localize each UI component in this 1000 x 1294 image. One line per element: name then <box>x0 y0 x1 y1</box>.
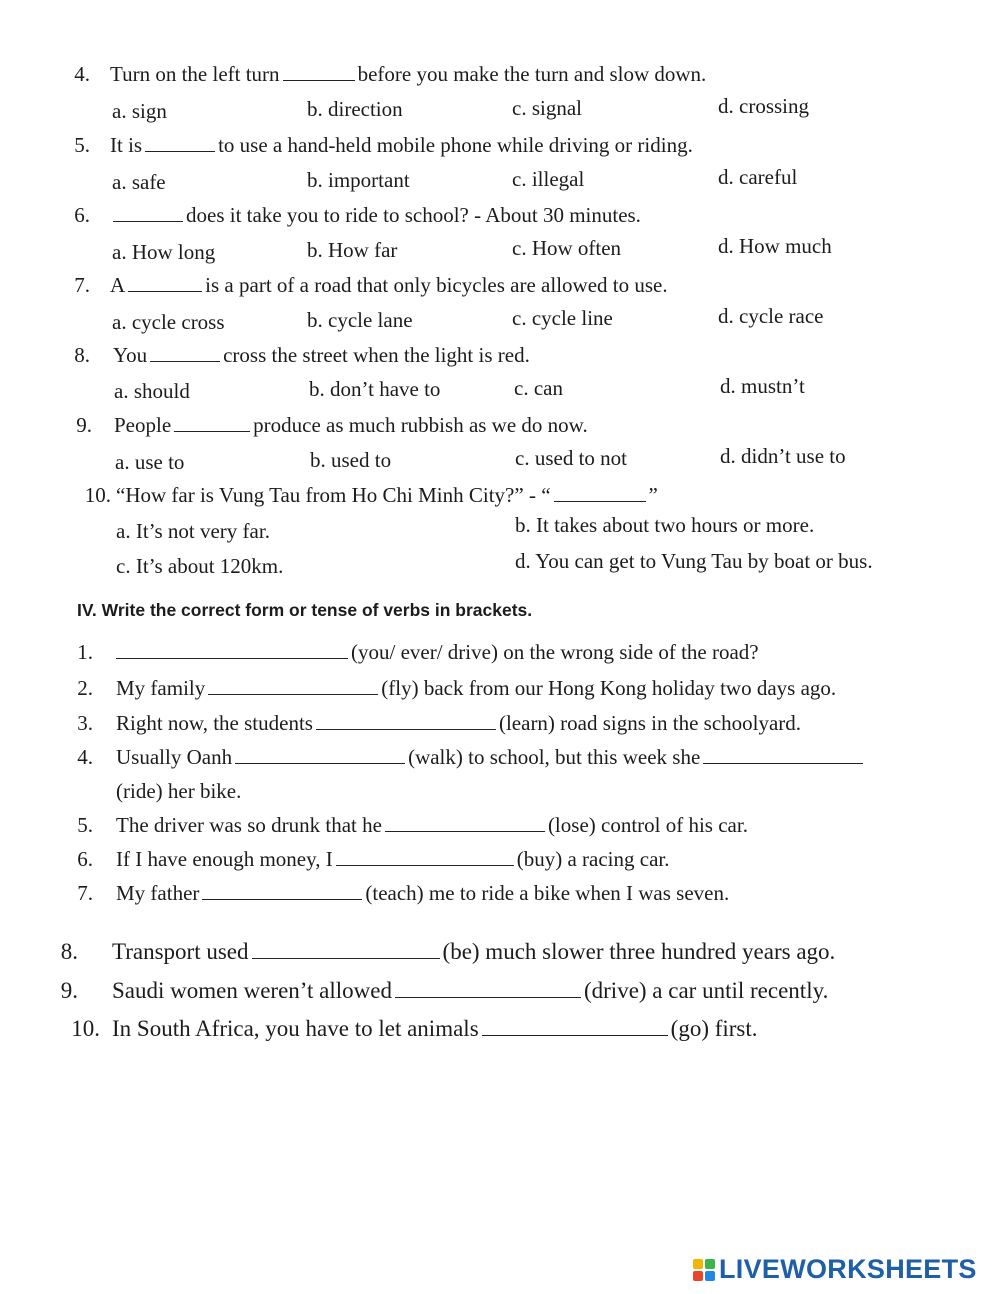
mc-option[interactable]: b. important <box>307 168 410 192</box>
mc-option[interactable]: d. cycle race <box>718 304 824 328</box>
mc-option[interactable]: a. should <box>114 379 190 403</box>
mc-option[interactable]: d. didn’t use to <box>720 444 846 468</box>
mc-option[interactable]: d. How much <box>718 234 832 258</box>
liveworksheets-logo <box>693 1254 977 1285</box>
answer-blank[interactable] <box>235 747 405 764</box>
mc-option[interactable]: d. mustn’t <box>720 374 805 398</box>
mc-option[interactable]: c. It’s about 120km. <box>116 554 284 578</box>
mc-option[interactable]: c. can <box>514 376 563 400</box>
mc-option[interactable]: b. How far <box>307 238 398 262</box>
answer-blank[interactable] <box>202 883 362 900</box>
mc-option[interactable]: c. used to not <box>515 446 627 470</box>
answer-blank[interactable] <box>174 415 250 432</box>
answer-blank[interactable] <box>150 345 220 362</box>
mc-option[interactable]: c. How often <box>512 236 622 260</box>
mc-option[interactable]: d. You can get to Vung Tau by boat or bus. <box>515 549 873 573</box>
answer-blank[interactable] <box>208 678 378 695</box>
answer-blank[interactable] <box>116 642 348 659</box>
mc-option[interactable]: a. sign <box>112 99 167 123</box>
logo-grid-icon <box>693 1259 715 1281</box>
mc-option[interactable]: b. used to <box>310 448 392 472</box>
worksheet-page: 4. Turn on the left turn before you make the turn and slow down. a. sign b. direction c. signal d. crossing 5. It is to use a hand-held mobile phone while driving or riding. a. safe b. important c. illegal d. careful 6. does it take you to ride to school? - About 30 minutes. a. How long b. How far c. How often d. How much 7. A is a part of a road that only bicycles are allowed to use. a. cycle cross b. cycle lane c. cycle line d. cycle race 8. You cross the street when the light is red. a. should b. don’t have to c. can d. mustn’t 9. People produce as much rubbish as we do now. a. use to b. used to c. used to not d. didn’t use to 10. “How far is Vung Tau from Ho Chi Minh City?” - “ ” a. It’s not very far. b. It takes about two hours or more. c. It’s about 120km. d. You can get to Vung Tau by boat or bus. IV. Write the correct form or tense of verbs in brackets. 1. (you/ ever/ drive) on the wrong side of the road? 2. My family (fly) back from our Hong Kong holiday two days ago. 3. Right now, the students (learn) road signs in the schoolyard. 4. Usually Oanh (walk) to school, but this week she (ride) her bike. 5. The driver was so drunk that he (lose) control of his car. 6. If I have enough money, I (buy) a racing car. 7. My father (teach) me to ride a bike when I was seven. 8. Transport used (be) much slower three hundred years ago. 9. Saudi women weren’t allowed (drive) a car until recently. 10. In South Africa, you have to let animals (go) first. LIVEWORKSHEETS <box>60 62 977 1284</box>
mc-option[interactable]: d. careful <box>718 165 798 189</box>
mc-option[interactable]: b. It takes about two hours or more. <box>515 513 815 537</box>
section-heading: IV. Write the correct form or tense of verbs in brackets. <box>77 600 533 620</box>
mc-option[interactable]: a. use to <box>115 450 185 474</box>
answer-blank[interactable] <box>385 815 545 832</box>
answer-blank[interactable] <box>283 64 355 81</box>
answer-blank[interactable] <box>395 981 581 998</box>
mc-option[interactable]: b. cycle lane <box>307 308 413 332</box>
answer-blank[interactable] <box>145 135 215 152</box>
answer-blank[interactable] <box>703 747 863 764</box>
mc-option[interactable]: a. cycle cross <box>112 310 225 334</box>
mc-option[interactable]: d. crossing <box>718 94 809 118</box>
answer-blank[interactable] <box>128 275 202 292</box>
answer-blank[interactable] <box>316 713 496 730</box>
answer-blank[interactable] <box>554 485 646 502</box>
mc-option[interactable]: b. direction <box>307 97 403 121</box>
mc-option[interactable]: a. safe <box>112 170 166 194</box>
answer-blank[interactable] <box>252 942 440 959</box>
mc-option[interactable]: a. How long <box>112 240 216 264</box>
answer-blank[interactable] <box>482 1019 668 1036</box>
mc-option[interactable]: c. illegal <box>512 167 585 191</box>
verb-item-4-continued: (ride) her bike. <box>116 779 242 803</box>
answer-blank[interactable] <box>113 205 183 222</box>
answer-blank[interactable] <box>336 849 514 866</box>
mc-option[interactable]: c. cycle line <box>512 306 613 330</box>
mc-option[interactable]: a. It’s not very far. <box>116 519 270 543</box>
logo-text: LIVEWORKSHEETS <box>719 1254 977 1284</box>
mc-option[interactable]: c. signal <box>512 96 582 120</box>
mc-option[interactable]: b. don’t have to <box>309 377 441 401</box>
